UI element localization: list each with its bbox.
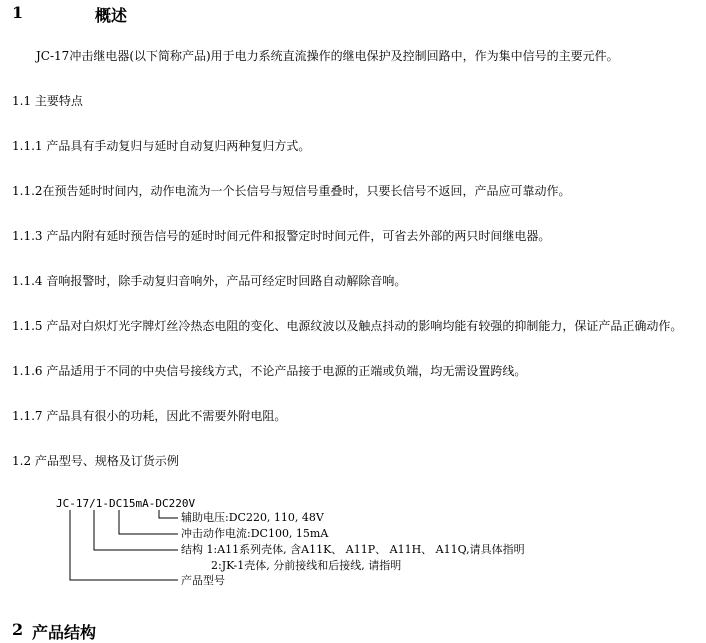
- section-1-number: 1: [12, 3, 24, 22]
- feature-item-6: 1.1.6 产品适用于不同的中央信号接线方式，不论产品接于电源的正端或负端，均无需设置跨线。: [12, 364, 527, 378]
- features-heading: 1.1 主要特点: [12, 94, 83, 108]
- intro-paragraph: JC-17冲击继电器(以下简称产品)用于电力系统直流操作的继电保护及控制回路中，作为集中信号的主要元件。: [36, 49, 619, 63]
- section-1-title: 概述: [95, 6, 128, 25]
- feature-item-1: 1.1.1 产品具有手动复归与延时自动复归两种复归方式。: [12, 139, 311, 153]
- section-2-number: 2: [12, 620, 24, 639]
- model-heading: 1.2 产品型号、规格及订货示例: [12, 454, 179, 468]
- label-impulse-current: 冲击动作电流:DC100, 15mA: [181, 527, 329, 540]
- model-code: JC-17/1-DC15mA-DC220V: [56, 497, 196, 510]
- label-structure-2: 2:JK-1壳体, 分前接线和后接线, 请指明: [211, 559, 402, 572]
- feature-item-7: 1.1.7 产品具有很小的功耗，因此不需要外附电阻。: [12, 409, 287, 423]
- label-model-no: 产品型号: [181, 574, 225, 587]
- section-2-title: 产品结构: [32, 623, 97, 642]
- feature-item-3: 1.1.3 产品内附有延时预告信号的延时时间元件和报警定时时间元件，可省去外部的两只时间继电器。: [12, 229, 551, 243]
- label-structure-1: 结构 1:A11系列壳体, 含A11K、 A11P、 A11H、 A11Q,请具体指明: [181, 543, 525, 556]
- feature-item-2: 1.1.2在预告延时时间内，动作电流为一个长信号与短信号重叠时，只要长信号不返回，产品应可靠动作。: [12, 184, 571, 198]
- feature-item-5: 1.1.5 产品对白炽灯光字牌灯丝冷热态电阻的变化、电源纹波以及触点抖动的影响均能有较强的抑制能力，保证产品正确动作。: [12, 319, 683, 333]
- feature-item-4: 1.1.4 音响报警时，除手动复归音响外，产品可经定时回路自动解除音响。: [12, 274, 407, 288]
- label-aux-voltage: 辅助电压:DC220, 110, 48V: [181, 511, 324, 524]
